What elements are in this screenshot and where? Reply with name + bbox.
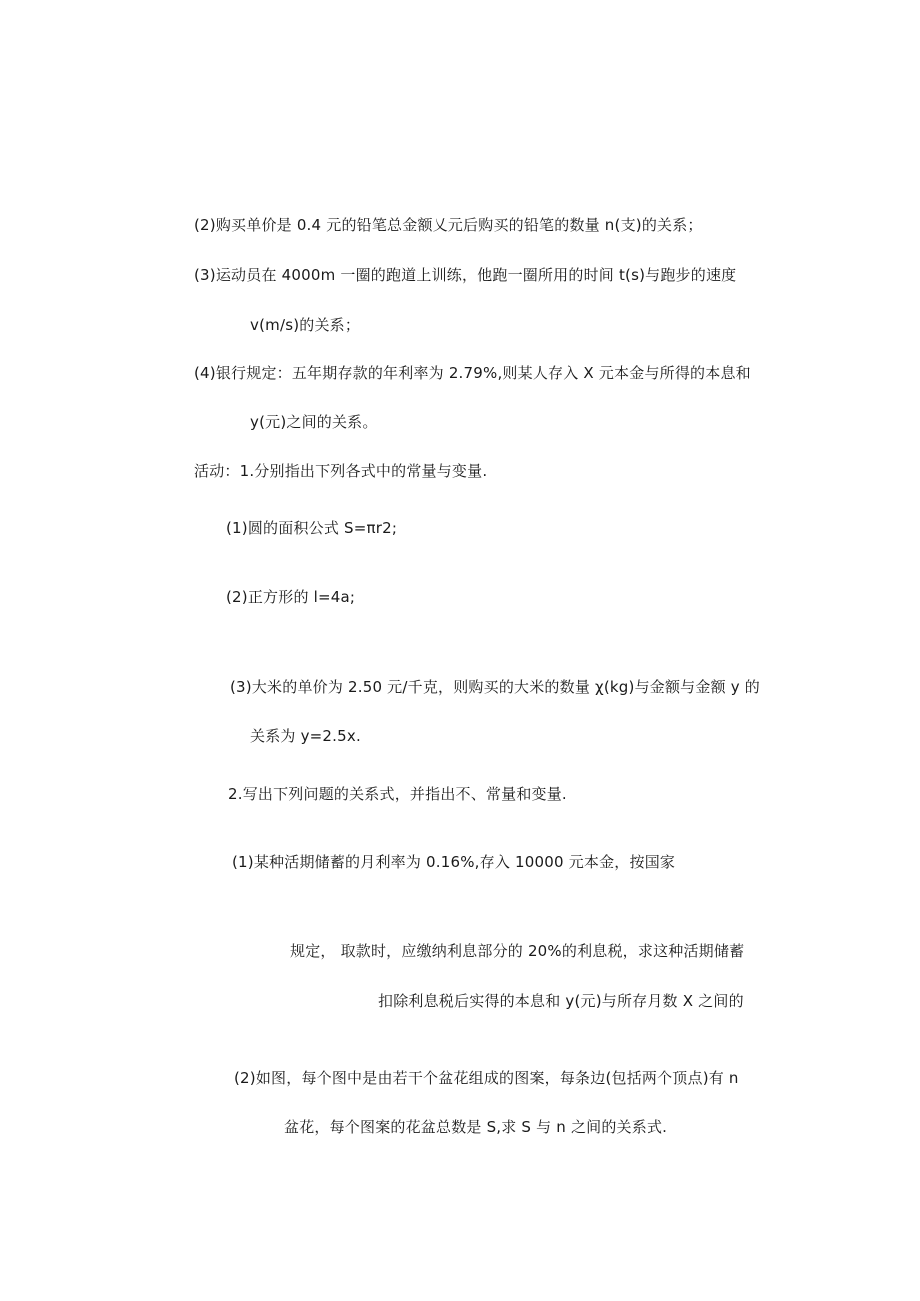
activity-2-savings: (1)某种活期储蓄的月利率为 0.16%,存入 10000 元本金，按国家	[232, 853, 676, 871]
activity-2-flowers-cont: 盆花，每个图案的花盆总数是 S,求 S 与 n 之间的关系式.	[284, 1118, 668, 1136]
question-3-runner: (3)运动员在 4000m 一圈的跑道上训练，他跑一圈所用的时间 t(s)与跑步的速度	[194, 266, 737, 284]
question-4-bank-cont: y(元)之间的关系。	[250, 413, 378, 431]
activity-2-savings-cont-1: 规定， 取款时，应缴纳利息部分的 20%的利息税，求这种活期储蓄	[290, 942, 745, 960]
activity-heading: 活动：1.分别指出下列各式中的常量与变量.	[194, 462, 488, 480]
activity-1-rice-cont: 关系为 y=2.5x.	[250, 727, 361, 745]
activity-2-savings-cont-2: 扣除利息税后实得的本息和 y(元)与所存月数 X 之间的	[378, 992, 744, 1010]
activity-1-rice: (3)大米的单价为 2.50 元/千克，则购买的大米的数量 χ(kg)与金额与金额 y 的	[230, 678, 760, 696]
activity-2-heading: 2.写出下列问题的关系式，并指出不、常量和变量.	[228, 785, 567, 803]
question-2-pencil: (2)购买单价是 0.4 元的铅笔总金额乂元后购买的铅笔的数量 n(支)的关系；	[194, 216, 703, 234]
activity-1-square: (2)正方形的 l=4a;	[226, 588, 356, 606]
activity-1-circle: (1)圆的面积公式 S=πr2;	[226, 519, 398, 537]
question-3-runner-cont: v(m∕s)的关系；	[250, 316, 361, 334]
activity-2-flowers: (2)如图，每个图中是由若干个盆花组成的图案，每条边(包括两个顶点)有 n	[234, 1069, 739, 1087]
question-4-bank: (4)银行规定：五年期存款的年利率为 2.79%,则某人存入 X 元本金与所得的本息和	[194, 364, 751, 382]
